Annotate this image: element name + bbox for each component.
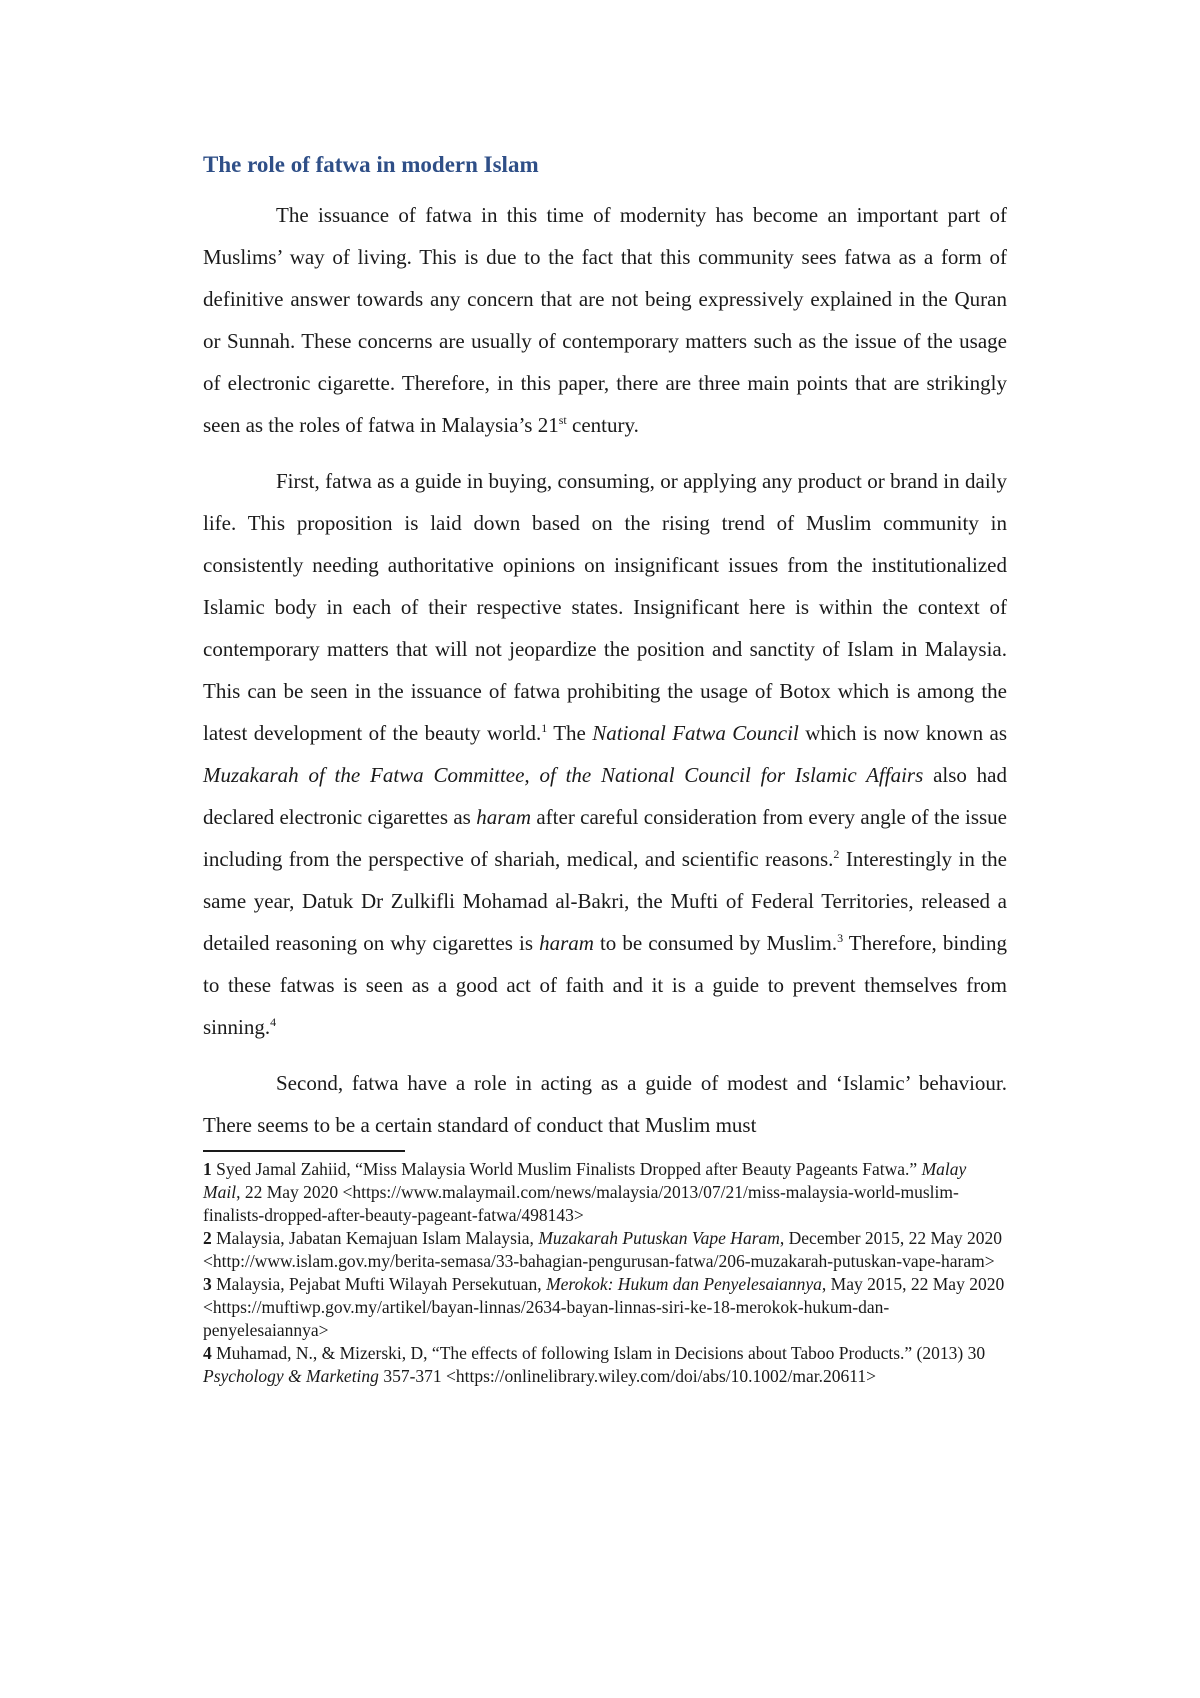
text-run: Therefore, binding to these fatwas is seen as a good act of faith and it is a guide to prevent themselves from sinning. [203,931,1008,1039]
footnote-separator [203,1150,405,1152]
footnote-italic: Muzakarah Putuskan Vape Haram [538,1228,780,1248]
footnote-1 [203,1158,1007,1227]
footnote-ref-1[interactable]: 1 [541,721,548,735]
footnote-text: , May 2015, 22 May 2020 <https://muftiwp.gov.my/artikel/bayan-linnas/2634-bayan-linnas-siri-ke-18-merokok-hukum-dan-penyelesaiannya> [203,1274,1005,1340]
footnote-3 [203,1273,1007,1342]
text-run: after careful consideration from every angle of the issue including from the perspective of shariah, medical, and scientific reasons. [203,805,1007,871]
paragraph-second-role: Second, fatwa have a role in acting as a guide of modest and ‘Islamic’ behaviour. There seems to be a certain standard of conduct that Muslim must [203,1071,1007,1137]
footnote-italic: Psychology & Marketing [203,1366,379,1386]
text-run: Interestingly in the same year, Datuk Dr Zulkifli Mohamad al-Bakri, the Mufti of Federal Territories, released a detailed reasoning on why cigarettes is [203,847,1007,955]
italic-run: haram [476,805,532,829]
italic-run: haram [539,931,594,955]
footnote-number: 1 [203,1159,212,1179]
text-run: The issuance of fatwa in this time of modernity has become an important part of Muslims’ way of living. This is due to the fact that this community sees fatwa as a form of definitive answer towards any concern that are not being expressively explained in the Quran or Sunnah. These concerns are usually of contemporary matters such as the issue of the usage of electronic cigarette. Therefore, in this paper, there are three main points that are strikingly seen as the roles of fatwa in Malaysia’s 21 [203,203,1007,437]
footnote-text: Malaysia, Jabatan Kemajuan Islam Malaysia, [211,1228,539,1248]
paragraph-first-role [203,460,1007,1048]
footnote-text: Malaysia, Pejabat Mufti Wilayah Persekutuan, [211,1274,547,1294]
footnote-italic: Malay Mail [203,1159,967,1202]
superscript: st [558,413,567,427]
footnote-text: Muhamad, N., & Mizerski, D, “The effects of following Islam in Decisions about Taboo Products.” (2013) 30 [211,1343,986,1363]
footnote-4 [203,1342,1007,1388]
section-heading: The role of fatwa in modern Islam [203,152,539,177]
text-run: First, fatwa as a guide in buying, consuming, or applying any product or brand in daily life. This proposition is laid down based on the rising trend of Muslim community in consistently needing authoritative opinions on insignificant issues from the institutionalized Islamic body in each of their respective states. Insignificant here is within the context of contemporary matters that will not jeopardize the position and sanctity of Islam in Malaysia. This can be seen in the issuance of fatwa prohibiting the usage of Botox which is among the latest development of the beauty world. [203,469,1007,745]
footnote-text: , 22 May 2020 <https://www.malaymail.com/news/malaysia/2013/07/21/miss-malaysia-world-muslim-finalists-dropped-after-beauty-pageant-fatwa/498143> [203,1182,959,1225]
footnote-number: 4 [203,1343,212,1363]
italic-run: National Fatwa Council [592,721,799,745]
footnote-text: Syed Jamal Zahiid, “Miss Malaysia World Muslim Finalists Dropped after Beauty Pageants Fatwa.” [211,1159,922,1179]
text-run: to be consumed by Muslim. [593,931,838,955]
text-run: also had declared electronic cigarettes as [203,763,1007,829]
footnote-ref-2[interactable]: 2 [833,847,840,861]
footnote-number: 2 [203,1228,212,1248]
footnote-number: 3 [203,1274,212,1294]
text-run: century. [566,413,639,437]
footnote-ref-3[interactable]: 3 [837,931,844,945]
footnote-italic: Merokok: Hukum dan Penyelesaiannya [546,1274,822,1294]
footnote-ref-4[interactable]: 4 [270,1015,277,1029]
footnote-text: , December 2015, 22 May 2020 <http://www.islam.gov.my/berita-semasa/33-bahagian-pengurusan-fatwa/206-muzakarah-putuskan-vape-haram> [203,1228,1002,1271]
footnote-2 [203,1227,1007,1273]
text-run: The [547,721,593,745]
footnote-text: 357-371 <https://onlinelibrary.wiley.com/doi/abs/10.1002/mar.20611> [378,1366,876,1386]
italic-run: Muzakarah of the Fatwa Committee, of the National Council for Islamic Affairs [203,763,924,787]
paragraph-intro [203,194,1007,446]
text-run: which is now known as [798,721,1007,745]
